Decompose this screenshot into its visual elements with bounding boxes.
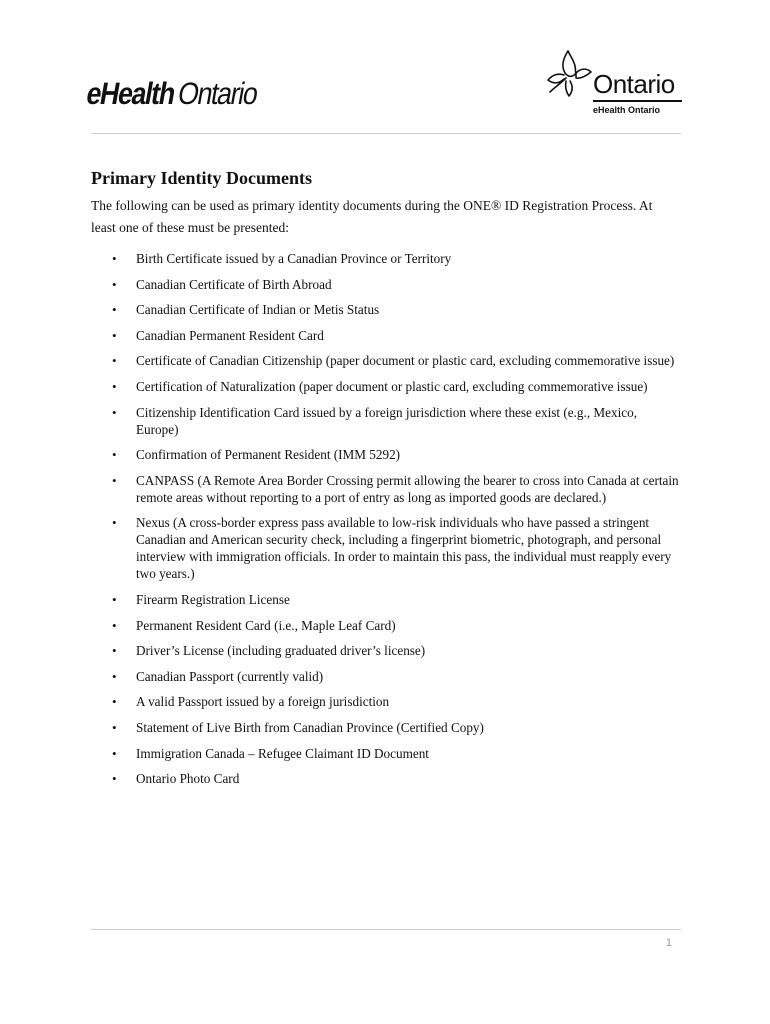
list-item: • Permanent Resident Card (i.e., Maple Leaf Card) (91, 617, 681, 634)
list-item: • Driver’s License (including graduated driver’s license) (91, 642, 681, 659)
brand-left-light: Ontario (175, 76, 260, 111)
list-item: • Statement of Live Birth from Canadian Province (Certified Copy) (91, 719, 681, 736)
list-item: • Canadian Passport (currently valid) (91, 668, 681, 685)
footer-divider (91, 929, 681, 930)
list-item: • Immigration Canada – Refugee Claimant ID Document (91, 745, 681, 762)
page-number: 1 (665, 937, 672, 949)
ontario-wordmark-underline (593, 100, 682, 102)
list-item: • Canadian Certificate of Birth Abroad (91, 276, 681, 293)
ontario-wordmark: Ontario (593, 69, 675, 99)
trillium-icon (544, 48, 594, 100)
ontario-subtitle: eHealth Ontario (593, 105, 661, 115)
list-item: • Ontario Photo Card (91, 770, 681, 787)
list-item: • A valid Passport issued by a foreign jurisdiction (91, 693, 681, 710)
list-item: • Citizenship Identification Card issued by a foreign jurisdiction where these exist (e.g., Mexico, Europe) (91, 404, 681, 438)
list-item: • Canadian Certificate of Indian or Metis Status (91, 301, 681, 318)
list-item: • Confirmation of Permanent Resident (IMM 5292) (91, 446, 681, 463)
header-divider (91, 133, 681, 134)
list-item: • Firearm Registration License (91, 591, 681, 608)
list-item: • Nexus (A cross-border express pass available to low-risk individuals who have passed a stringent Canadian and American security check, including a fingerprint biometric, photograph, and personal interview with immigration officials. In order to maintain this pass, the individual must reapply every two years.) (91, 514, 681, 582)
page-title: Primary Identity Documents (91, 168, 312, 188)
identity-document-list (91, 250, 681, 787)
intro-paragraph: The following can be used as primary identity documents during the ONE® ID Registration Process. At least one of these must be presented: (91, 198, 653, 235)
list-item: • Certificate of Canadian Citizenship (paper document or plastic card, excluding commemorative issue) (91, 352, 681, 369)
ontario-logo (544, 48, 684, 118)
list-item: • CANPASS (A Remote Area Border Crossing permit allowing the bearer to cross into Canada at certain remote areas without reporting to a port of entry as long as imported goods are declared.) (91, 472, 681, 506)
list-item: • Birth Certificate issued by a Canadian Province or Territory (91, 250, 681, 267)
list-item: • Canadian Permanent Resident Card (91, 327, 681, 344)
document-body (91, 166, 681, 796)
list-item: • Certification of Naturalization (paper document or plastic card, excluding commemorative issue) (91, 378, 681, 395)
brand-left-strong: eHealth (83, 76, 178, 111)
ehealth-ontario-logo (84, 76, 260, 112)
